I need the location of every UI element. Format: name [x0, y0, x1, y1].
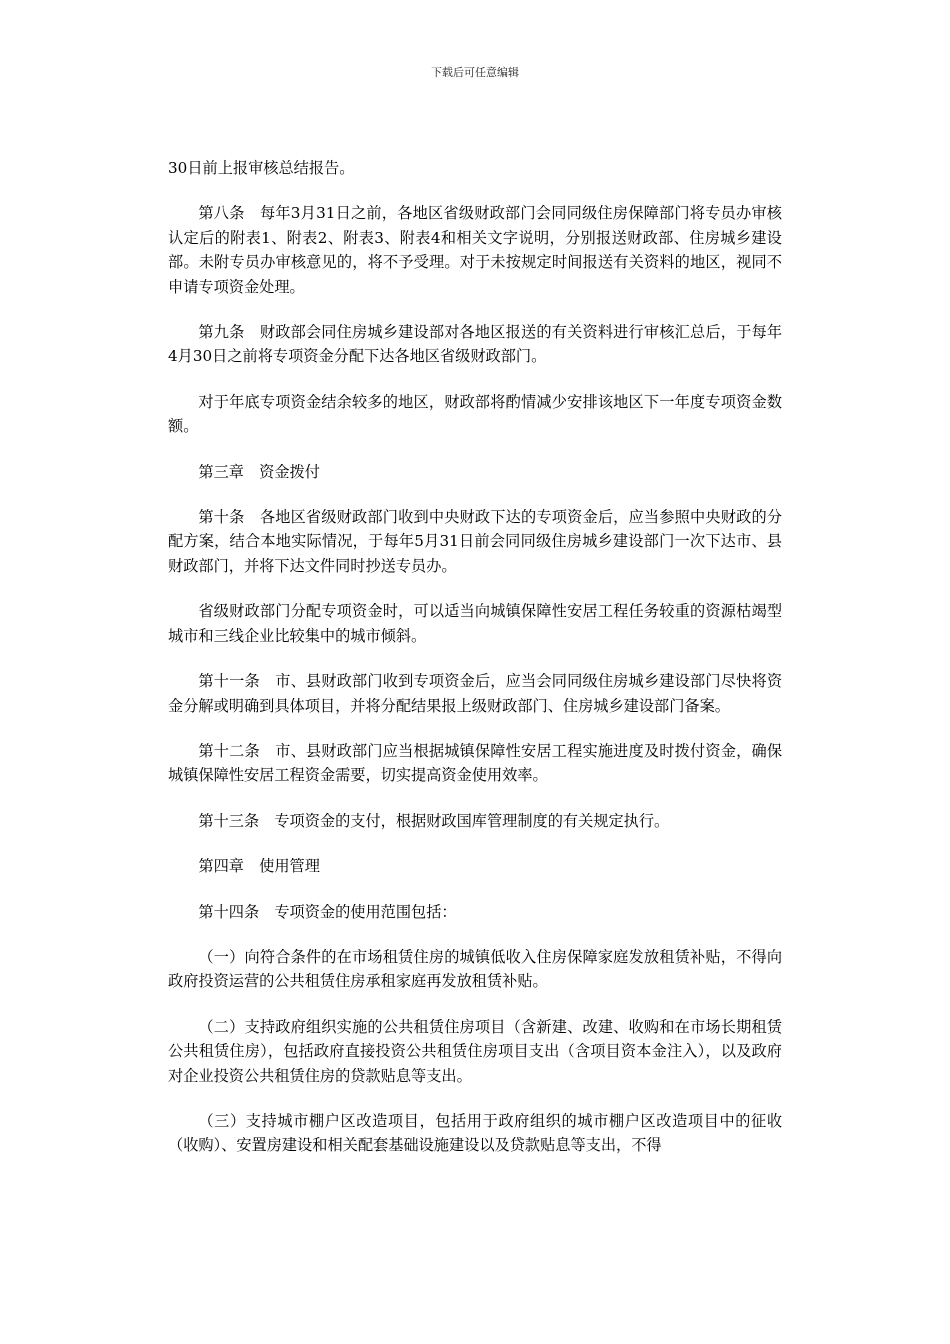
- paragraph: 30日前上报审核总结报告。: [168, 159, 355, 177]
- paragraph: 第十条 各地区省级财政部门收到中央财政下达的专项资金后，应当参照中央财政的分配方案，结合本地实际情况，于每年5月31日前会同同级住房城乡建设部门一次下达市、县财政部门，并将下达文件同时抄送专员办。: [168, 508, 782, 575]
- paragraph: 第三章 资金拨付: [198, 462, 320, 481]
- paragraph: 第八条 每年3月31日之前，各地区省级财政部门会同同级住房保障部门将专员办审核认定后的附表1、附表2、附表3、附表4和相关文字说明，分别报送财政部、住房城乡建设部。未附专员办审核意见的，将不予受理。对于未按规定时间报送有关资料的地区，视同不申请专项资金处理。: [168, 204, 782, 296]
- paragraph: 第十四条 专项资金的使用范围包括：: [198, 902, 457, 921]
- paragraph: （一）向符合条件的在市场租赁住房的城镇低收入住房保障家庭发放租赁补贴，不得向政府投资运营的公共租赁住房承租家庭再发放租赁补贴。: [168, 947, 782, 991]
- paragraph: 第九条 财政部会同住房城乡建设部对各地区报送的有关资料进行审核汇总后，于每年4月30日之前将专项资金分配下达各地区省级财政部门。: [168, 323, 782, 366]
- paragraph: （三）支持城市棚户区改造项目，包括用于政府组织的城市棚户区改造项目中的征收（收购）、安置房建设和相关配套基础设施建设以及贷款贴息等支出，不得: [168, 1111, 782, 1155]
- paragraph: 对于年底专项资金结余较多的地区，财政部将酌情减少安排该地区下一年度专项资金数额。: [168, 392, 782, 436]
- paragraph: 省级财政部门分配专项资金时，可以适当向城镇保障性安居工程任务较重的资源枯竭型城市和三线企业比较集中的城市倾斜。: [168, 602, 782, 645]
- paragraph: 第四章 使用管理: [198, 857, 320, 876]
- paragraph: 第十二条 市、县财政部门应当根据城镇保障性安居工程实施进度及时拨付资金，确保城镇保障性安居工程资金需要，切实提高资金使用效率。: [168, 741, 782, 785]
- paragraph: （二）支持政府组织实施的公共租赁住房项目（含新建、改建、收购和在市场长期租赁公共租赁住房），包括政府直接投资公共租赁住房项目支出（含项目资本金注入），以及政府对企业投资公共租赁住房的贷款贴息等支出。: [168, 1017, 782, 1085]
- paragraph: 第十三条 专项资金的支付，根据财政国库管理制度的有关规定执行。: [198, 811, 670, 830]
- page-header-note: 下载后可任意编辑: [431, 66, 519, 79]
- paragraph: 第十一条 市、县财政部门收到专项资金后，应当会同同级住房城乡建设部门尽快将资金分解或明确到具体项目，并将分配结果报上级财政部门、住房城乡建设部门备案。: [168, 672, 782, 715]
- document-body: [168, 156, 782, 1179]
